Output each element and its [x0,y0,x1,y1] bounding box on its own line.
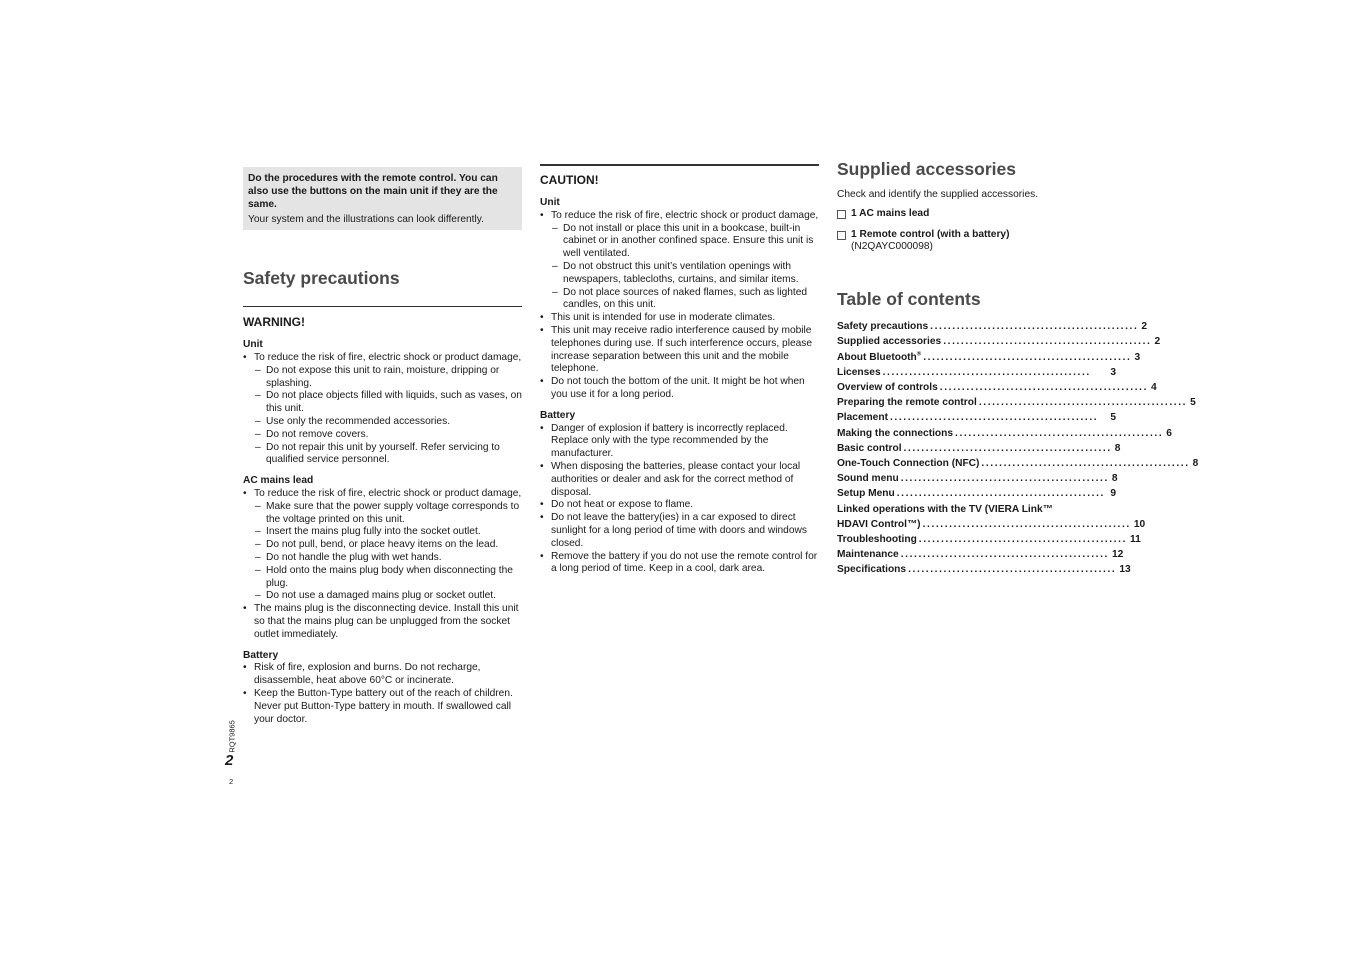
list-item: – Do not pull, bend, or place heavy items on the lead. [243,539,522,552]
accessories-title: Supplied accessories [837,159,1016,179]
caution-divider [540,164,819,166]
ac-lead-heading: AC mains lead [243,475,314,487]
battery-heading: Battery [540,409,576,421]
unit-list [243,352,522,467]
list-item: – Do not place sources of naked flames, such as lighted candles, on this unit. [540,287,819,313]
document-code: RQT9865 [227,720,237,753]
accessory-part-number: (N2QAYC000098) [851,241,933,253]
list-item: – Do not use a damaged mains plug or socket outlet. [243,590,522,603]
unit-heading: Unit [243,339,263,351]
page-number: 2 [225,752,234,769]
toc-title: Table of contents [837,289,981,310]
toc-entry-sound-menu[interactable]: Sound menu ............................................... 8 [837,473,1118,485]
toc-entry-placement[interactable]: Placement ............................................... 5 [837,412,1116,424]
list-item: – Do not install or place this unit in a bookcase, built-in cabinet or in another confined space. Ensure this unit is well ventilated. [540,223,819,261]
procedure-note [243,167,522,230]
toc-entry-bluetooth[interactable]: About Bluetooth® ............................................... 3 [837,351,1141,363]
accessories-intro: Check and identify the supplied accessories. [837,189,1039,200]
list-item: – Make sure that the power supply voltage corresponds to the voltage printed on this unit. [243,501,522,527]
list-item: • To reduce the risk of fire, electric shock or product damage, – Do not install or place this unit in a bookcase, built-in cabinet or in another confined space. Ensure this unit is well ventilated. – Do not obstruct this unit’s ventilation openings with newspapers, tablecloths, curtains, and similar items. – Do not place sources of naked flames, such as lighted candles, on this unit. [540,210,819,312]
accessory-item [837,229,1116,255]
caution-unit-list [540,210,819,402]
accessory-label: 1 AC mains lead [851,207,930,219]
safety-divider [243,306,522,307]
accessory-label: 1 Remote control (with a battery) [851,228,1010,240]
unit-heading: Unit [540,197,560,208]
toc-entry-controls[interactable]: Overview of controls ............................................... 4 [837,382,1157,393]
list-item: – Do not obstruct this unit’s ventilation openings with newspapers, tablecloths, curtains, and similar items. [540,261,819,287]
toc-entry-troubleshooting[interactable]: Troubleshooting ............................................... 11 [837,534,1141,546]
warning-heading: WARNING! [243,315,305,330]
page-number-small: 2 [229,777,234,786]
toc-entry-setup-menu[interactable]: Setup Menu ............................................... 9 [837,488,1116,500]
list-item: • Risk of fire, explosion and burns. Do not recharge, disassemble, heat above 60°C or incinerate. [243,662,522,688]
toc-entry-nfc[interactable]: One-Touch Connection (NFC) ............................................... 8 [837,458,1199,470]
list-item: • This unit may receive radio interference caused by mobile telephones during use. If such interference occurs, please increase separation between this unit and the mobile telephone. [540,325,819,376]
note-bold-text: Do the procedures with the remote control. You can also use the buttons on the main unit if they are the same. [248,173,498,210]
note-text: Your system and the illustrations can look differently. [248,214,484,226]
checkbox-icon [837,210,846,219]
list-item: • The mains plug is the disconnecting device. Install this unit so that the mains plug can be unplugged from the socket outlet immediately. [243,603,522,641]
list-item: – Do not repair this unit by yourself. Refer servicing to qualified service personnel. [243,442,522,468]
toc-entry-maintenance[interactable]: Maintenance ............................................... 12 [837,549,1124,561]
toc-entry-basic-control[interactable]: Basic control ............................................... 8 [837,442,1121,454]
list-item: • Keep the Button-Type battery out of the reach of children. Never put Button-Type battery in mouth. If swallowed call your doctor. [243,688,522,726]
right-column [837,159,1199,578]
list-item: – Use only the recommended accessories. [243,416,522,429]
checkbox-icon [837,231,846,240]
list-item: – Hold onto the mains plug body when disconnecting the plug. [243,565,522,591]
battery-list [243,662,522,726]
battery-heading: Battery [243,649,279,661]
list-item: • Danger of explosion if battery is incorrectly replaced. Replace only with the type recommended by the manufacturer. [540,423,819,461]
list-item: • When disposing the batteries, please contact your local authorities or dealer and ask for the correct method of disposal. [540,461,819,499]
list-item: • Do not leave the battery(ies) in a car exposed to direct sunlight for a long period of time with doors and windows closed. [540,512,819,550]
list-item: • This unit is intended for use in moderate climates. [540,312,819,325]
list-item: • To reduce the risk of fire, electric shock or product damage, – Do not expose this unit to rain, moisture, dripping or splashing. – Do not place objects filled with liquids, such as vases, on this unit. – Use only the recommended accessories. – Do not remove covers. – Do not repair this unit by yourself. Refer servicing to qualified service personnel. [243,352,522,467]
toc-entry-specifications[interactable]: Specifications ............................................... 13 [837,564,1131,576]
accessory-item [837,208,1116,221]
safety-title: Safety precautions [243,268,400,289]
list-item: – Do not expose this unit to rain, moisture, dripping or splashing. [243,365,522,391]
list-item: • Remove the battery if you do not use the remote control for a long period of time. Keep in a cool, dark area. [540,551,819,577]
toc-entry-remote[interactable]: Preparing the remote control ............................................... 5 [837,397,1196,409]
list-item: • To reduce the risk of fire, electric shock or product damage, – Make sure that the power supply voltage corresponds to the voltage printed on this unit. – Insert the mains plug fully into the socket outlet. – Do not pull, bend, or place heavy items on the lead. – Do not handle the plug with wet hands. – Hold onto the mains plug body when disconnecting the plug. – Do not use a damaged mains plug or socket outlet. [243,488,522,603]
list-item: – Do not remove covers. [243,429,522,442]
toc-entry-accessories[interactable]: Supplied accessories ............................................... 2 [837,336,1161,348]
middle-column [540,164,819,576]
toc-entry-safety[interactable]: Safety precautions ............................................... 2 [837,321,1148,333]
toc-list [837,319,1199,577]
toc-entry-viera-link[interactable]: Linked operations with the TV (VIERA Link™ [837,503,1053,515]
left-column [243,164,522,726]
list-item: • Do not heat or expose to flame. [540,499,819,512]
toc-entry-hdavi[interactable]: HDAVI Control™) ............................................... 10 [837,518,1146,530]
list-item: • Do not touch the bottom of the unit. It might be hot when you use it for a long period. [540,376,819,402]
ac-lead-list [243,488,522,642]
toc-entry-licenses[interactable]: Licenses ............................................... 3 [837,366,1116,378]
list-item: – Do not handle the plug with wet hands. [243,552,522,565]
toc-entry-connections[interactable]: Making the connections ............................................... 6 [837,427,1172,439]
caution-battery-list [540,423,819,577]
list-item: – Insert the mains plug fully into the socket outlet. [243,526,522,539]
caution-heading: CAUTION! [540,173,599,187]
list-item: – Do not place objects filled with liquids, such as vases, on this unit. [243,390,522,416]
